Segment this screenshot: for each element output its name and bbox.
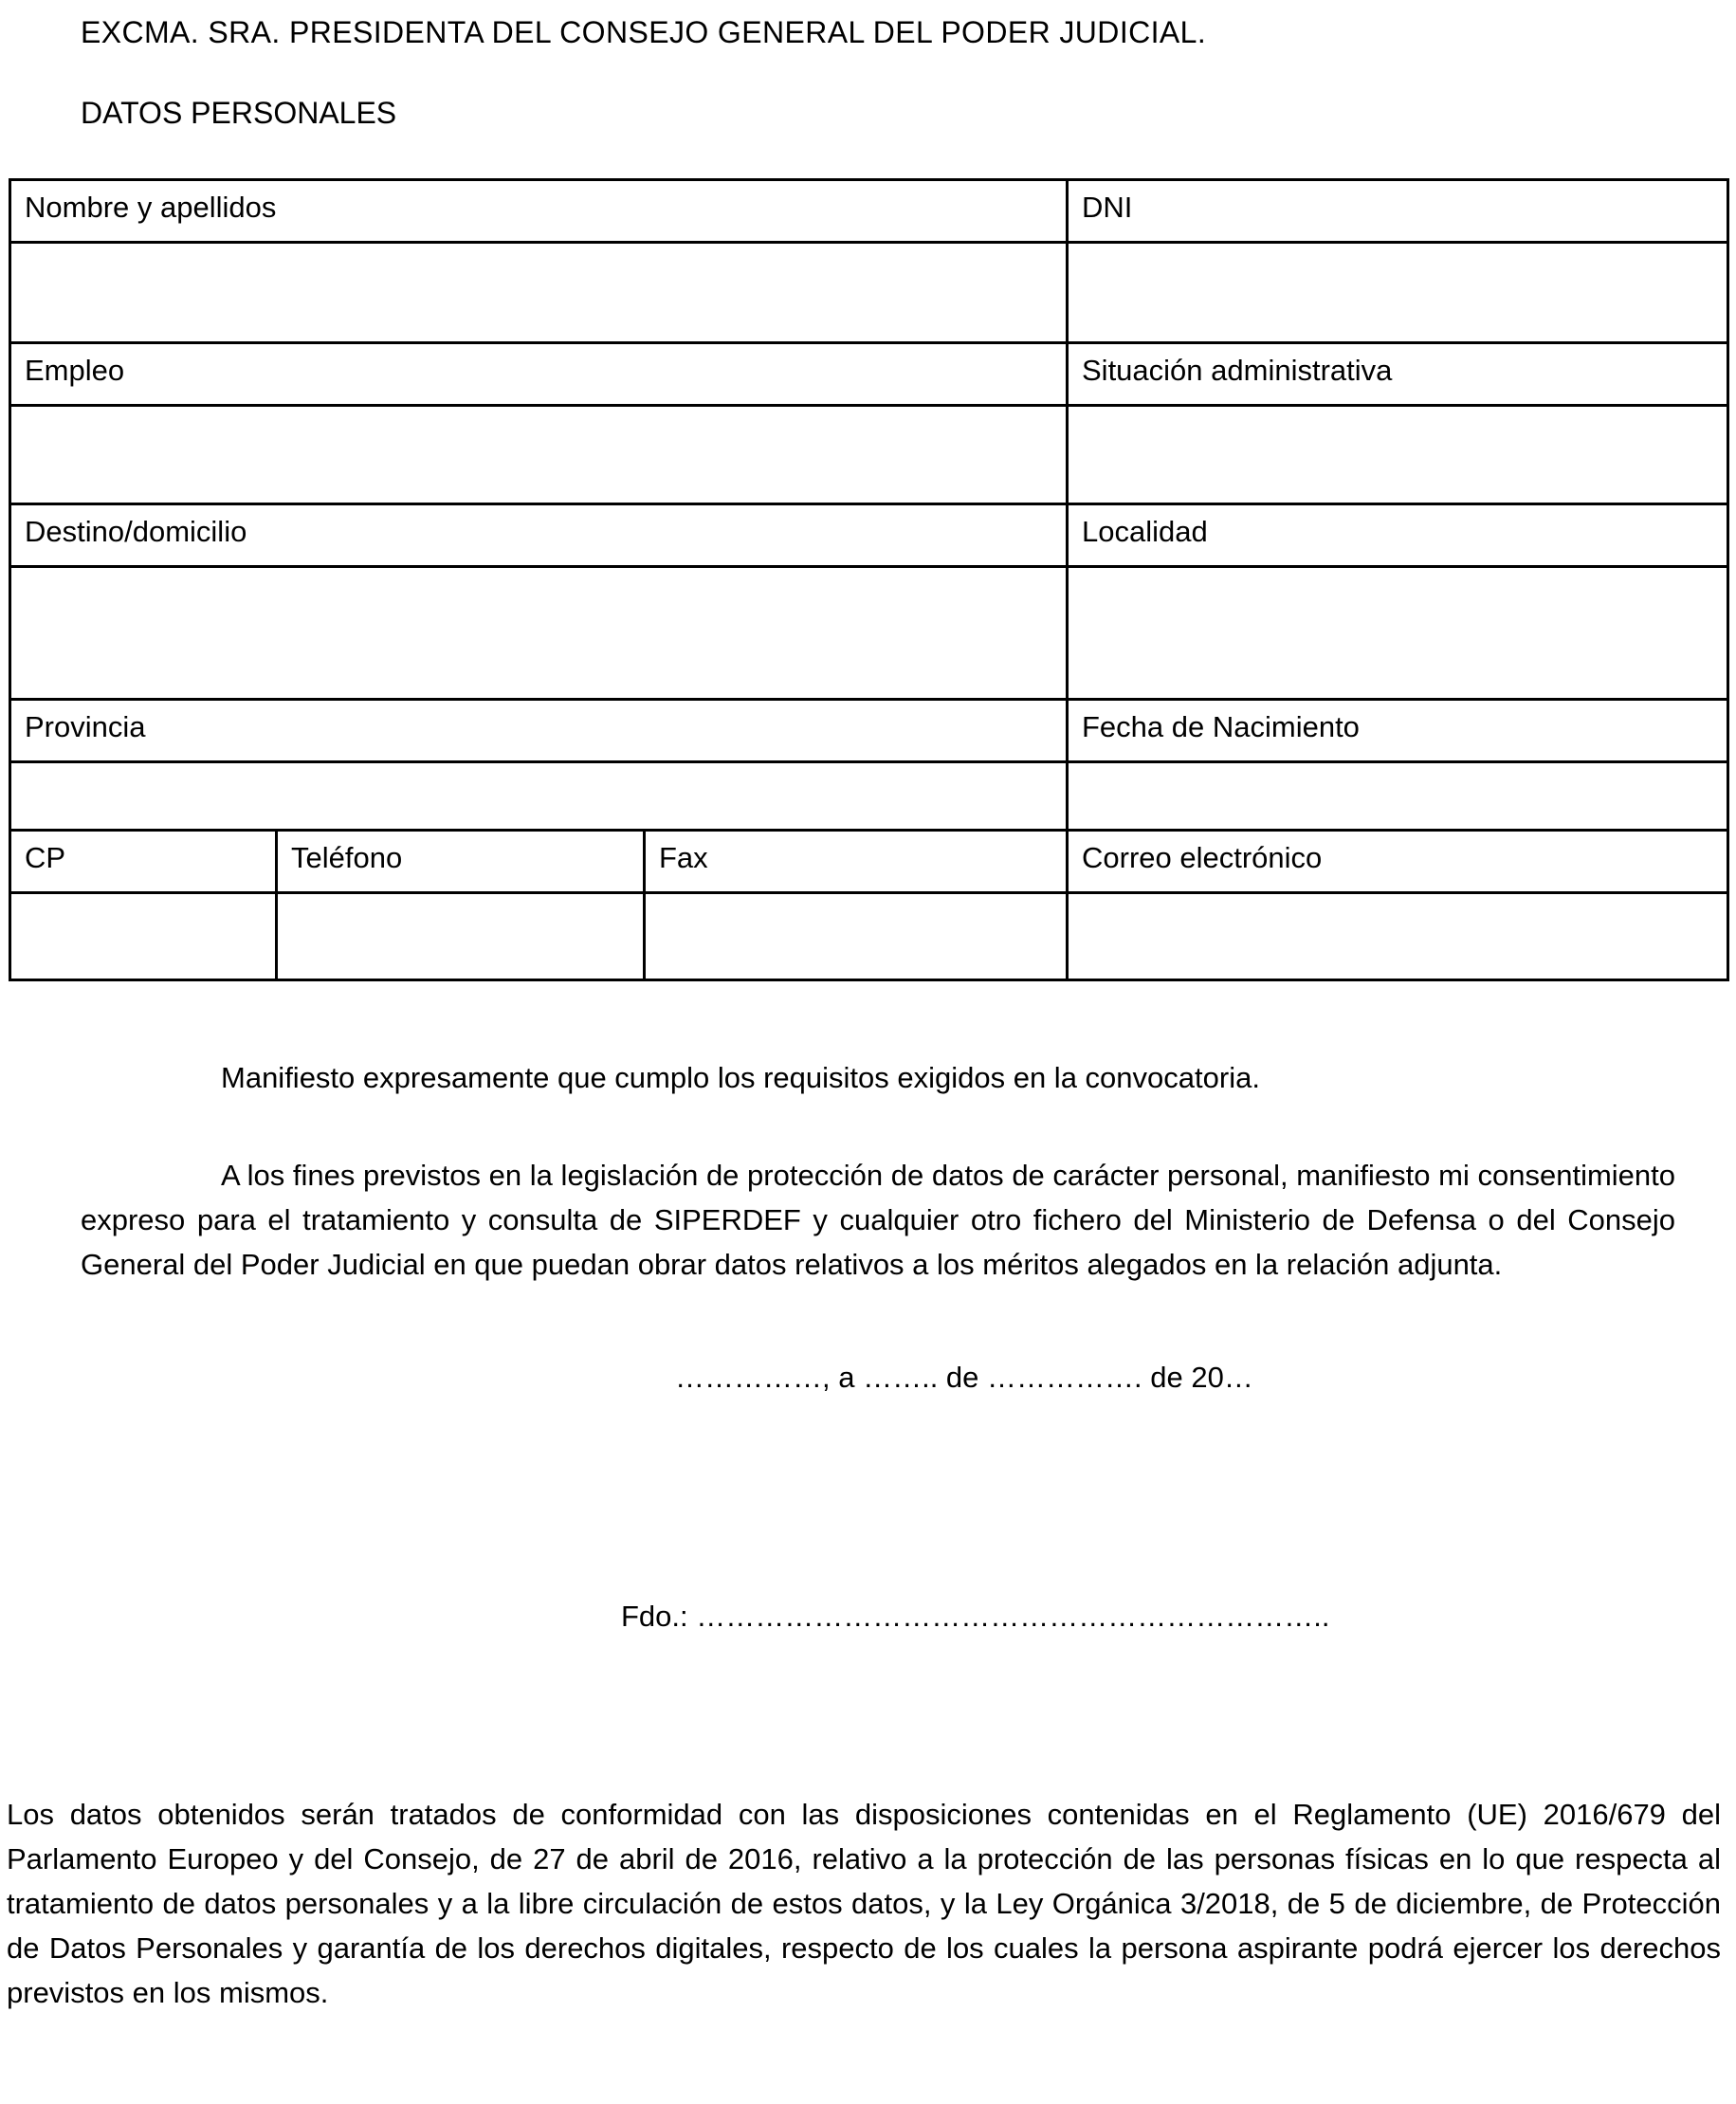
- field-label-destino: Destino/domicilio: [10, 504, 1068, 567]
- section-title: DATOS PERSONALES: [81, 96, 397, 130]
- declaration-paragraph: Manifiesto expresamente que cumplo los requisitos exigidos en la convocatoria.: [221, 1061, 1260, 1094]
- field-label-fecha-nacimiento: Fecha de Nacimiento: [1068, 700, 1728, 762]
- table-row-values-destino-localidad: [10, 567, 1728, 700]
- table-row-values-provincia-fecha: [10, 762, 1728, 831]
- field-label-localidad: Localidad: [1068, 504, 1728, 567]
- table-row-labels-destino-localidad: [10, 504, 1728, 567]
- field-value-nombre: [10, 243, 1068, 343]
- table-row-labels-provincia-fecha: [10, 700, 1728, 762]
- field-value-empleo: [10, 406, 1068, 504]
- field-label-correo: Correo electrónico: [1068, 831, 1728, 893]
- signature-line: Fdo.: ………………………………………………………..: [621, 1600, 1330, 1633]
- field-value-telefono: [277, 893, 645, 980]
- table-row-labels-empleo-situacion: [10, 343, 1728, 406]
- field-value-cp: [10, 893, 277, 980]
- field-value-fecha-nacimiento: [1068, 762, 1728, 831]
- field-value-localidad: [1068, 567, 1728, 700]
- field-label-empleo: Empleo: [10, 343, 1068, 406]
- table-row-labels-nombre-dni: [10, 180, 1728, 243]
- table-row-values-cp-telefono-fax-correo: [10, 893, 1728, 980]
- field-label-telefono: Teléfono: [277, 831, 645, 893]
- addressee-line: EXCMA. SRA. PRESIDENTA DEL CONSEJO GENERAL DEL PODER JUDICIAL.: [81, 15, 1207, 49]
- field-label-provincia: Provincia: [10, 700, 1068, 762]
- field-value-situacion: [1068, 406, 1728, 504]
- field-label-dni: DNI: [1068, 180, 1728, 243]
- field-label-situacion: Situación administrativa: [1068, 343, 1728, 406]
- field-value-destino: [10, 567, 1068, 700]
- table-row-labels-cp-telefono-fax-correo: [10, 831, 1728, 893]
- field-label-nombre: Nombre y apellidos: [10, 180, 1068, 243]
- field-value-fax: [645, 893, 1068, 980]
- consent-paragraph: A los fines previstos en la legislación de protección de datos de carácter personal, manifiesto mi consentimiento expreso para el tratamiento y consulta de SIPERDEF y cualquier otro fichero del Ministerio de Defensa o del Consejo General del Poder Judicial en que puedan obrar datos relativos a los méritos alegados en la relación adjunta.: [81, 1159, 1675, 1281]
- date-line: ……………, a …….. de ……………. de 20…: [675, 1361, 1253, 1394]
- table-row-values-empleo-situacion: [10, 406, 1728, 504]
- field-value-provincia: [10, 762, 1068, 831]
- personal-data-table: [9, 178, 1729, 981]
- field-value-dni: [1068, 243, 1728, 343]
- privacy-notice: Los datos obtenidos serán tratados de conformidad con las disposiciones contenidas en el Reglamento (UE) 2016/679 del Parlamento Europeo y del Consejo, de 27 de abril de 2016, relativo a la protección de las personas físicas en lo que respecta al tratamiento de datos personales y a la libre circulación de estos datos, y la Ley Orgánica 3/2018, de 5 de diciembre, de Protección de Datos Personales y garantía de los derechos digitales, respecto de los cuales la persona aspirante podrá ejercer los derechos previstos en los mismos.: [7, 1798, 1721, 2009]
- field-label-cp: CP: [10, 831, 277, 893]
- field-value-correo: [1068, 893, 1728, 980]
- field-label-fax: Fax: [645, 831, 1068, 893]
- table-row-values-nombre-dni: [10, 243, 1728, 343]
